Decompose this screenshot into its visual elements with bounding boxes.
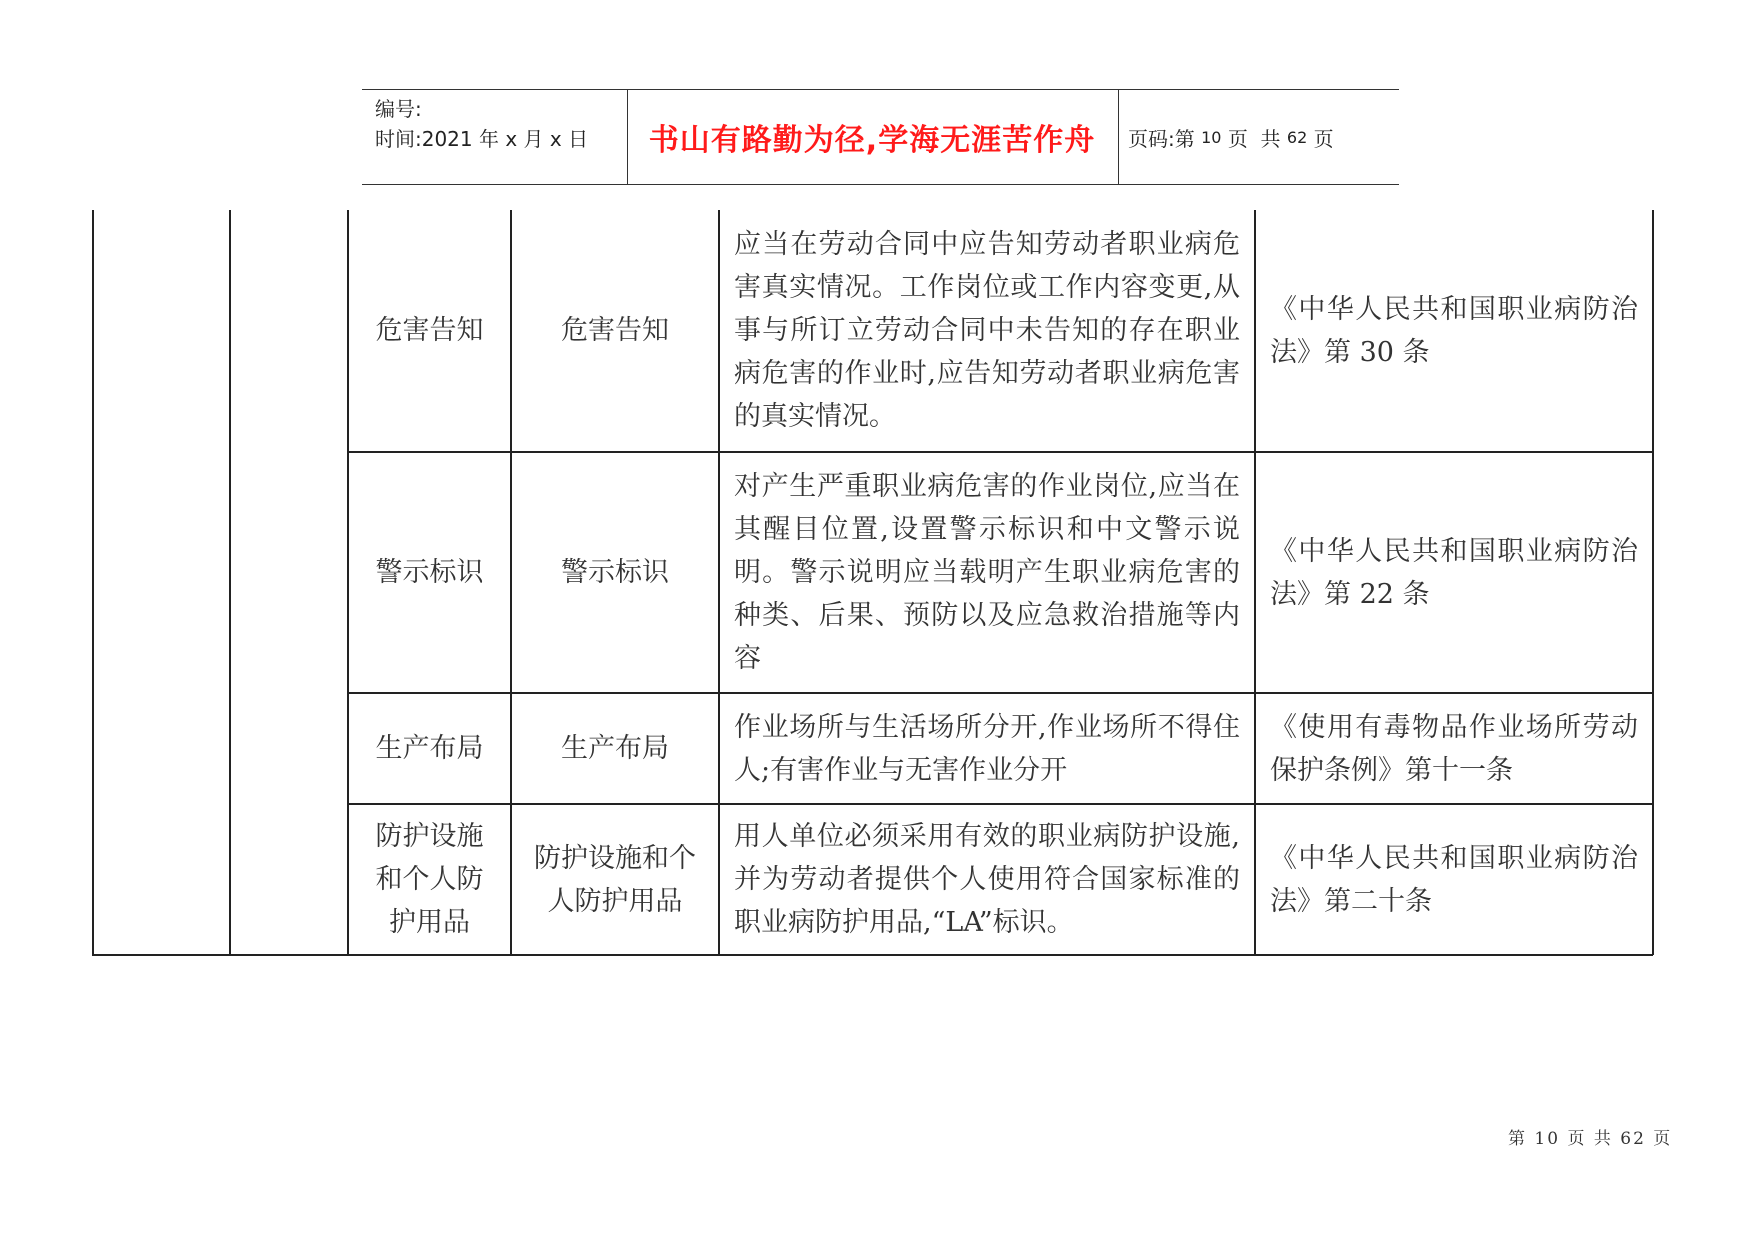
table-row [512,805,718,954]
table-border-left [92,210,94,955]
header-page-indicator [1128,90,1334,184]
table-row [1256,210,1652,451]
table-row [720,210,1254,451]
page-footer: 第 10 页 共 62 页 [1508,1129,1673,1149]
page-header [362,89,1399,185]
header-meta [375,94,588,154]
row-requirement: 作业场所与生活场所分开,作业场所不得住人;有害作业与无害作业分开 [734,711,1240,786]
table-row [512,694,718,803]
row-item: 警示标识 [375,557,484,588]
row-item: 生产布局 [375,733,484,764]
table-row [349,694,510,803]
header-divider [1118,90,1119,184]
table-row [1256,805,1652,954]
row-basis: 《中华人民共和国职业病防治法》第 22 条 [1270,535,1638,610]
page-suffix: 页 [1307,126,1334,151]
table-col-line [229,210,231,955]
table-row [1256,694,1652,803]
row-basis: 《中华人民共和国职业病防治法》第二十条 [1270,842,1638,917]
header-motto: 书山有路勤为径,学海无涯苦作舟 [648,123,1096,158]
table-row [1256,453,1652,692]
table-border-bottom [92,954,1653,956]
table-row [720,805,1254,954]
row-subitem: 危害告知 [561,315,669,346]
table-row [720,694,1254,803]
document-time-label: 时间:2021 年 x 月 x 日 [375,127,589,151]
row-item: 危害告知 [375,315,484,346]
table-row [512,210,718,451]
table-border-right [1652,210,1654,955]
document-number-label: 编号: [375,97,422,121]
table-row [349,210,510,451]
row-requirement: 应当在劳动合同中应告知劳动者职业病危害真实情况。工作岗位或工作内容变更,从事与所订立劳动合同中未告知的存在职业病危害的作业时,应告知劳动者职业病危害的真实情况。 [734,229,1240,432]
table-row [349,453,510,692]
row-subitem: 警示标识 [561,557,669,588]
page-prefix: 页码:第 [1128,126,1202,151]
occupational-hazard-table [92,210,1653,955]
table-row [349,805,510,954]
table-row [512,453,718,692]
row-item: 防护设施和个人防护用品 [375,821,484,938]
page-current: 10 [1201,127,1222,147]
page-total: 62 [1286,127,1308,147]
row-requirement: 用人单位必须采用有效的职业病防护设施,并为劳动者提供个人使用符合国家标准的职业病防护用品,“LA”标识。 [734,821,1240,938]
row-basis: 《中华人民共和国职业病防治法》第 30 条 [1270,293,1638,368]
page-mid: 页 共 [1221,126,1287,151]
row-basis: 《使用有毒物品作业场所劳动保护条例》第十一条 [1270,711,1638,786]
table-row [720,453,1254,692]
row-subitem: 防护设施和个人防护用品 [534,842,696,917]
row-requirement: 对产生严重职业病危害的作业岗位,应当在其醒目位置,设置警示标识和中文警示说明。警示说明应当载明产生职业病危害的种类、后果、预防以及应急救治措施等内容 [734,471,1240,674]
row-subitem: 生产布局 [561,733,669,764]
